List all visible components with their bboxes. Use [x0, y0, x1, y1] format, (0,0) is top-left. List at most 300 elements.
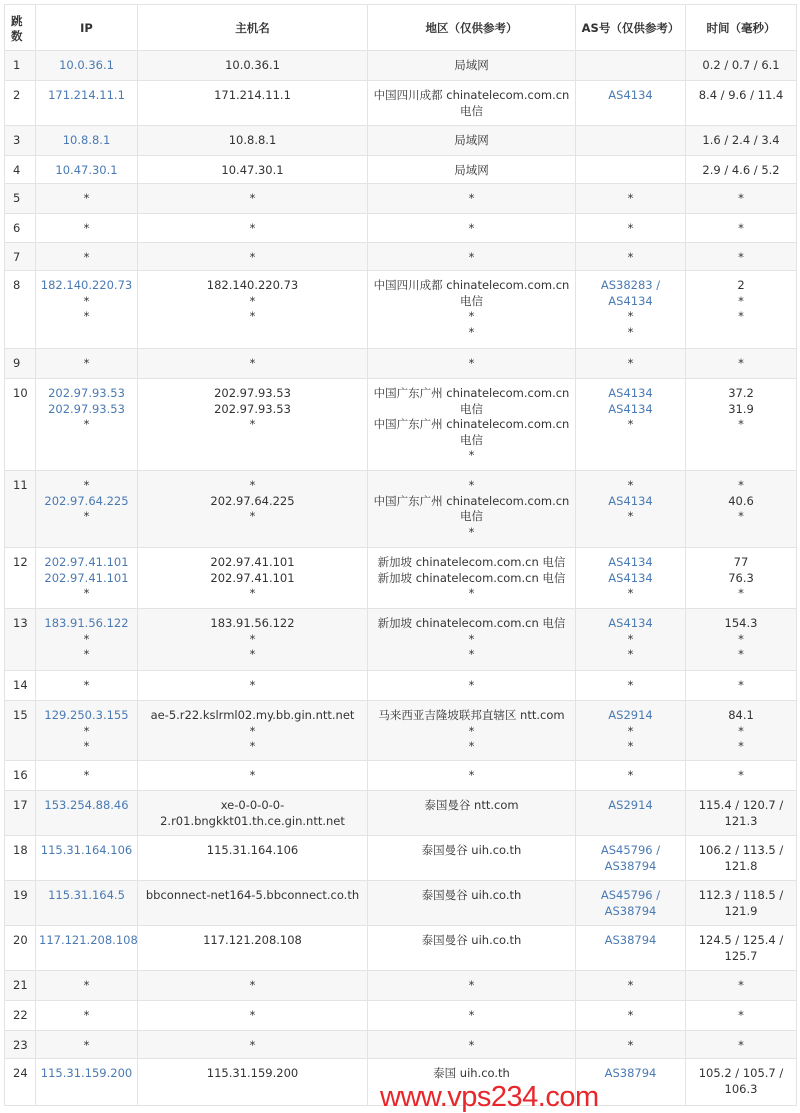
hostname-cell — [138, 126, 368, 156]
time-cell — [686, 701, 797, 761]
hostname-line: 202.97.41.101 — [210, 555, 295, 569]
ip-line: * — [83, 417, 90, 431]
hostname-line: 117.121.208.108 — [203, 933, 302, 947]
as-link[interactable]: AS45796 / — [600, 888, 661, 902]
hop-number: 23 — [5, 1031, 36, 1059]
hostname-line: * — [249, 768, 256, 782]
region-line: 电信 — [460, 509, 483, 523]
as-line: * — [627, 678, 634, 692]
as-cell — [576, 271, 686, 349]
ip-cell — [36, 243, 138, 271]
region-line: * — [468, 309, 475, 323]
table-row — [5, 609, 797, 671]
hostname-cell — [138, 701, 368, 761]
ip-link[interactable]: 10.8.8.1 — [62, 133, 111, 147]
ip-line: * — [83, 768, 90, 782]
hostname-line: xe-0-0-0-0- — [220, 798, 285, 812]
as-link[interactable]: AS2914 — [608, 708, 653, 722]
as-link[interactable]: AS38794 — [604, 1066, 657, 1080]
time-cell — [686, 184, 797, 214]
ip-cell — [36, 609, 138, 671]
table-row — [5, 548, 797, 609]
table-row — [5, 243, 797, 271]
time-cell — [686, 126, 797, 156]
region-line: 电信 — [460, 401, 483, 416]
region-cell — [368, 184, 576, 214]
as-link[interactable]: AS4134 — [608, 493, 653, 508]
hostname-line: 202.97.41.101 — [210, 570, 295, 585]
region-line: 局域网 — [454, 58, 489, 72]
as-cell — [576, 471, 686, 548]
hostname-cell — [138, 349, 368, 379]
hop-number: 9 — [5, 349, 36, 379]
as-cell — [576, 881, 686, 926]
time-line: * — [738, 309, 744, 323]
as-cell — [576, 156, 686, 184]
table-row — [5, 926, 797, 971]
time-cell — [686, 1031, 797, 1059]
region-line: 马来西亚吉隆坡联邦直辖区 ntt.com — [378, 708, 565, 722]
hostname-line: * — [249, 191, 256, 205]
as-cell — [576, 379, 686, 471]
time-line: * — [738, 191, 744, 205]
as-line: * — [627, 739, 634, 753]
ip-cell — [36, 271, 138, 349]
as-link[interactable]: AS4134 — [608, 555, 653, 569]
time-cell — [686, 926, 797, 971]
time-line: 77 — [733, 555, 749, 569]
region-line: 局域网 — [454, 163, 489, 177]
as-line: * — [627, 356, 634, 370]
region-line: * — [468, 739, 475, 753]
hostname-line: * — [249, 1008, 256, 1022]
as-cell — [576, 926, 686, 971]
time-line: 115.4 / 120.7 / — [698, 798, 784, 812]
hop-number: 13 — [5, 609, 36, 671]
region-cell — [368, 701, 576, 761]
time-line: * — [738, 221, 744, 235]
as-link[interactable]: AS38794 — [604, 933, 657, 947]
region-line: 泰国曼谷 uih.co.th — [421, 888, 522, 902]
hostname-cell — [138, 156, 368, 184]
region-line: * — [468, 191, 475, 205]
ip-cell — [36, 1001, 138, 1031]
time-line: * — [738, 723, 744, 738]
as-line: * — [627, 309, 634, 323]
ip-link[interactable]: 182.140.220.73 — [40, 278, 133, 292]
hostname-cell — [138, 761, 368, 791]
as-line: * — [627, 191, 634, 205]
ip-cell — [36, 761, 138, 791]
region-line: 泰国曼谷 uih.co.th — [421, 933, 522, 947]
ip-cell — [36, 1059, 138, 1106]
as-line: * — [627, 723, 634, 738]
hostname-cell — [138, 971, 368, 1001]
as-cell — [576, 761, 686, 791]
time-line: 125.7 — [724, 948, 758, 963]
region-line: * — [468, 768, 475, 782]
hostname-line: * — [249, 417, 256, 431]
hostname-line: 115.31.164.106 — [206, 843, 299, 857]
region-line: 泰国 uih.co.th — [433, 1066, 510, 1080]
ip-cell — [36, 701, 138, 761]
time-line: * — [738, 417, 744, 431]
as-link[interactable]: AS38794 — [604, 858, 657, 873]
hostname-cell — [138, 471, 368, 548]
header-hostname: 主机名 — [138, 5, 368, 51]
region-line: * — [468, 221, 475, 235]
ip-line: * — [83, 309, 90, 323]
region-cell — [368, 81, 576, 126]
table-row — [5, 271, 797, 349]
time-line: 76.3 — [728, 570, 754, 585]
as-line: * — [627, 586, 634, 600]
hostname-cell — [138, 1031, 368, 1059]
as-cell — [576, 548, 686, 609]
hostname-line: * — [249, 250, 256, 264]
time-cell — [686, 836, 797, 881]
hostname-cell — [138, 379, 368, 471]
hop-number: 3 — [5, 126, 36, 156]
region-cell — [368, 471, 576, 548]
time-line: * — [738, 647, 744, 661]
ip-link[interactable]: 202.97.93.53 — [48, 401, 125, 416]
as-link[interactable]: AS4134 — [608, 401, 653, 416]
ip-cell — [36, 184, 138, 214]
as-line: * — [627, 417, 634, 431]
region-line: * — [468, 250, 475, 264]
time-line: 31.9 — [728, 401, 754, 416]
region-line: * — [468, 978, 475, 992]
ip-link[interactable]: 202.97.64.225 — [44, 493, 129, 508]
ip-link[interactable]: 202.97.93.53 — [48, 386, 125, 400]
hostname-line: 202.97.93.53 — [214, 401, 291, 416]
time-line: * — [738, 768, 744, 782]
hostname-line: * — [249, 739, 256, 753]
table-row — [5, 881, 797, 926]
as-cell — [576, 1001, 686, 1031]
hop-number: 20 — [5, 926, 36, 971]
hop-number: 5 — [5, 184, 36, 214]
hostname-line: 10.0.36.1 — [225, 58, 280, 72]
table-row — [5, 214, 797, 243]
ip-line: * — [83, 647, 90, 661]
region-line: * — [468, 586, 475, 600]
time-line: 121.3 — [724, 813, 758, 828]
table-row — [5, 701, 797, 761]
time-line: * — [738, 293, 744, 308]
time-cell — [686, 156, 797, 184]
hostname-line: * — [249, 647, 256, 661]
hostname-line: * — [249, 1038, 256, 1052]
as-link[interactable]: AS4134 — [608, 293, 653, 308]
as-link[interactable]: AS4134 — [608, 616, 653, 630]
as-cell — [576, 214, 686, 243]
hop-number: 8 — [5, 271, 36, 349]
as-cell — [576, 349, 686, 379]
as-cell — [576, 971, 686, 1001]
ip-cell — [36, 51, 138, 81]
ip-line: * — [83, 678, 90, 692]
region-line: 中国广东广州 chinatelecom.com.cn — [373, 417, 570, 431]
traceroute-table — [4, 4, 797, 1106]
hostname-line: * — [249, 221, 256, 235]
as-line — [579, 58, 682, 74]
ip-line: * — [83, 586, 90, 600]
region-line: * — [468, 478, 475, 492]
as-line: * — [627, 631, 634, 646]
ip-cell — [36, 791, 138, 836]
as-link[interactable]: AS4134 — [608, 88, 653, 102]
time-cell — [686, 349, 797, 379]
as-line: * — [627, 324, 634, 339]
ip-line: * — [83, 191, 90, 205]
hop-number: 22 — [5, 1001, 36, 1031]
hostname-cell — [138, 1001, 368, 1031]
region-line: * — [468, 1008, 475, 1022]
time-line: 121.8 — [724, 858, 758, 873]
time-cell — [686, 671, 797, 701]
hostname-cell — [138, 271, 368, 349]
region-line: 局域网 — [454, 133, 489, 147]
as-line: * — [627, 509, 634, 523]
ip-cell — [36, 926, 138, 971]
ip-line: * — [83, 221, 90, 235]
table-row — [5, 1001, 797, 1031]
region-cell — [368, 761, 576, 791]
time-line: * — [738, 1038, 744, 1052]
ip-link[interactable]: 183.91.56.122 — [44, 616, 129, 630]
hostname-cell — [138, 548, 368, 609]
region-line: * — [468, 324, 475, 339]
as-link[interactable]: AS38283 / — [600, 278, 661, 292]
table-row — [5, 761, 797, 791]
time-line: 106.2 / 113.5 / — [698, 843, 784, 857]
header-time: 时间（毫秒） — [686, 5, 797, 51]
as-cell — [576, 184, 686, 214]
as-line: * — [627, 221, 634, 235]
time-line: 124.5 / 125.4 / — [698, 933, 784, 947]
hop-number: 2 — [5, 81, 36, 126]
time-line: 0.2 / 0.7 / 6.1 — [702, 58, 780, 72]
region-line: 中国广东广州 chinatelecom.com.cn — [373, 386, 570, 400]
region-line: * — [468, 1038, 475, 1052]
hostname-line: ae-5.r22.kslrml02.my.bb.gin.ntt.net — [150, 708, 355, 722]
time-line: * — [738, 739, 744, 753]
table-row — [5, 156, 797, 184]
ip-line: * — [83, 356, 90, 370]
region-line: 新加坡 chinatelecom.com.cn 电信 — [377, 616, 566, 630]
time-cell — [686, 1001, 797, 1031]
region-cell — [368, 349, 576, 379]
region-line: 新加坡 chinatelecom.com.cn 电信 — [377, 570, 566, 585]
ip-link[interactable]: 202.97.41.101 — [44, 555, 129, 569]
region-cell — [368, 926, 576, 971]
hostname-line: 10.47.30.1 — [221, 163, 284, 177]
ip-cell — [36, 81, 138, 126]
table-row — [5, 349, 797, 379]
region-cell — [368, 379, 576, 471]
hostname-line: * — [249, 356, 256, 370]
as-line: * — [627, 250, 634, 264]
hostname-line: 202.97.64.225 — [210, 493, 295, 508]
time-cell — [686, 609, 797, 671]
time-line: * — [738, 978, 744, 992]
hop-number: 10 — [5, 379, 36, 471]
table-row — [5, 126, 797, 156]
table-row — [5, 51, 797, 81]
hostname-cell — [138, 243, 368, 271]
as-link[interactable]: AS4134 — [608, 570, 653, 585]
hostname-line: 202.97.93.53 — [214, 386, 291, 400]
hop-number: 16 — [5, 761, 36, 791]
hop-number: 17 — [5, 791, 36, 836]
ip-link[interactable]: 202.97.41.101 — [44, 570, 129, 585]
hostname-line: * — [249, 723, 256, 738]
time-cell — [686, 379, 797, 471]
region-line: * — [468, 448, 475, 462]
as-cell — [576, 836, 686, 881]
ip-link[interactable]: 117.121.208.108 — [39, 933, 138, 947]
region-line: 电信 — [460, 103, 483, 118]
ip-link[interactable]: 10.0.36.1 — [59, 58, 114, 72]
header-as: AS号（仅供参考） — [576, 5, 686, 51]
table-row — [5, 184, 797, 214]
hostname-line: * — [249, 586, 256, 600]
hop-number: 6 — [5, 214, 36, 243]
table-row — [5, 791, 797, 836]
time-line: * — [738, 631, 744, 646]
hop-number: 11 — [5, 471, 36, 548]
region-cell — [368, 791, 576, 836]
region-cell — [368, 548, 576, 609]
time-cell — [686, 214, 797, 243]
region-line: 泰国曼谷 uih.co.th — [421, 843, 522, 857]
as-link[interactable]: AS2914 — [608, 798, 653, 812]
hostname-line: * — [249, 293, 256, 308]
hostname-line: 10.8.8.1 — [228, 133, 277, 147]
hostname-cell — [138, 51, 368, 81]
ip-link[interactable]: 153.254.88.46 — [44, 798, 129, 812]
ip-cell — [36, 471, 138, 548]
table-row — [5, 471, 797, 548]
region-line: * — [468, 723, 475, 738]
ip-link[interactable]: 115.31.164.106 — [40, 843, 133, 857]
time-cell — [686, 1059, 797, 1106]
as-link[interactable]: AS4134 — [608, 386, 653, 400]
time-line: 105.2 / 105.7 / — [698, 1066, 784, 1080]
as-line: * — [627, 478, 634, 492]
as-line: * — [627, 647, 634, 661]
time-cell — [686, 471, 797, 548]
as-cell — [576, 791, 686, 836]
region-cell — [368, 243, 576, 271]
hostname-cell — [138, 184, 368, 214]
table-row — [5, 1031, 797, 1059]
region-cell — [368, 214, 576, 243]
region-line: 中国四川成都 chinatelecom.com.cn — [373, 88, 570, 102]
hostname-line: * — [249, 631, 256, 646]
table-row — [5, 836, 797, 881]
time-line: * — [738, 678, 744, 692]
watermark: www.vps234.com — [380, 1081, 599, 1113]
time-cell — [686, 271, 797, 349]
hostname-cell — [138, 881, 368, 926]
region-line: * — [468, 631, 475, 646]
ip-cell — [36, 548, 138, 609]
time-line: 112.3 / 118.5 / — [698, 888, 784, 902]
time-cell — [686, 971, 797, 1001]
region-line: * — [468, 647, 475, 661]
time-cell — [686, 243, 797, 271]
hostname-cell — [138, 1059, 368, 1106]
time-line: 2.9 / 4.6 / 5.2 — [702, 163, 780, 177]
ip-link[interactable]: 115.31.164.5 — [48, 888, 125, 902]
ip-link[interactable]: 171.214.11.1 — [48, 88, 125, 102]
region-cell — [368, 1001, 576, 1031]
hostname-cell — [138, 81, 368, 126]
region-line: 新加坡 chinatelecom.com.cn 电信 — [377, 555, 566, 569]
hostname-line: * — [249, 509, 256, 523]
as-link[interactable]: AS45796 / — [600, 843, 661, 857]
as-link[interactable]: AS38794 — [604, 903, 657, 918]
region-cell — [368, 1031, 576, 1059]
region-line: 泰国曼谷 ntt.com — [424, 798, 519, 812]
region-cell — [368, 881, 576, 926]
ip-line: * — [83, 723, 90, 738]
hostname-cell — [138, 926, 368, 971]
region-cell — [368, 609, 576, 671]
hop-number: 7 — [5, 243, 36, 271]
table-row — [5, 379, 797, 471]
time-line: 2 — [737, 278, 745, 292]
hop-number: 19 — [5, 881, 36, 926]
time-line: 106.3 — [724, 1081, 758, 1096]
hostname-line: 182.140.220.73 — [206, 278, 299, 292]
time-cell — [686, 881, 797, 926]
as-cell — [576, 81, 686, 126]
region-line: * — [468, 524, 475, 539]
time-line: 121.9 — [724, 903, 758, 918]
hostname-line: 183.91.56.122 — [210, 616, 295, 630]
hop-number: 15 — [5, 701, 36, 761]
time-line: 84.1 — [728, 708, 754, 722]
ip-line: * — [83, 1038, 90, 1052]
ip-cell — [36, 126, 138, 156]
time-line: 37.2 — [728, 386, 754, 400]
ip-cell — [36, 349, 138, 379]
region-cell — [368, 836, 576, 881]
time-line: * — [738, 356, 744, 370]
ip-cell — [36, 214, 138, 243]
ip-line: * — [83, 250, 90, 264]
hostname-line: * — [249, 309, 256, 323]
ip-line: * — [83, 739, 90, 753]
time-cell — [686, 81, 797, 126]
region-line: 电信 — [460, 432, 483, 447]
ip-link[interactable]: 129.250.3.155 — [44, 708, 129, 722]
ip-cell — [36, 156, 138, 184]
table-row — [5, 81, 797, 126]
time-line: * — [738, 250, 744, 264]
hostname-cell — [138, 791, 368, 836]
region-line: 中国四川成都 chinatelecom.com.cn — [373, 278, 570, 292]
as-line: * — [627, 1038, 634, 1052]
ip-link[interactable]: 10.47.30.1 — [55, 163, 118, 177]
hostname-line: * — [249, 478, 256, 492]
ip-link[interactable]: 115.31.159.200 — [40, 1066, 133, 1080]
time-line: 154.3 — [724, 616, 758, 630]
